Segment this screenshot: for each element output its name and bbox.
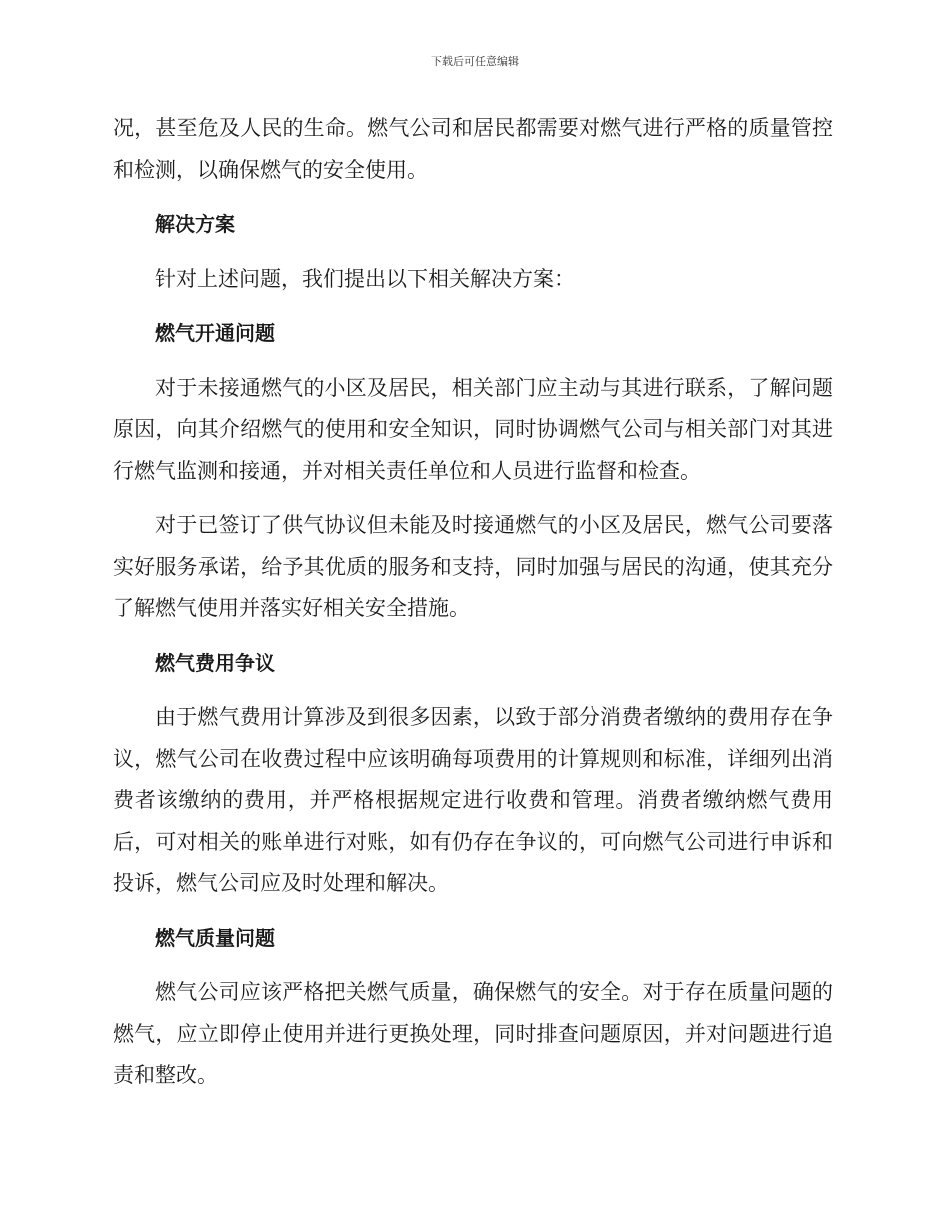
paragraph-continued: 况，甚至危及人民的生命。燃气公司和居民都需要对燃气进行严格的质量管控和检测，以确保燃气的安全使用。 <box>113 116 833 182</box>
paragraph-connection-1: 对于未接通燃气的小区及居民，相关部门应主动与其进行联系，了解问题原因，向其介绍燃气的使用和安全知识，同时协调燃气公司与相关部门对其进行燃气监测和接通，并对相关责任单位和人员进行监督和检查。 <box>113 375 833 483</box>
section-heading-gas-quality: 燃气质量问题 <box>155 925 275 950</box>
section-heading-gas-connection: 燃气开通问题 <box>155 321 275 345</box>
paragraph-fee-dispute: 由于燃气费用计算涉及到很多因素，以致于部分消费者缴纳的费用存在争议，燃气公司在收费过程中应该明确每项费用的计算规则和标准，详细列出消费者该缴纳的费用，并严格根据规定进行收费和管理。消费者缴纳燃气费用后，可对相关的账单进行对账，如有仍存在争议的，可向燃气公司进行申诉和投诉，燃气公司应及时处理和解决。 <box>113 705 833 895</box>
section-heading-fee-dispute: 燃气费用争议 <box>155 650 275 675</box>
paragraph-gas-quality: 燃气公司应该严格把关燃气质量，确保燃气的安全。对于存在质量问题的燃气，应立即停止使用并进行更换处理，同时排查问题原因，并对问题进行追责和整改。 <box>113 980 833 1087</box>
section-heading-solutions: 解决方案 <box>155 212 235 236</box>
document-body <box>113 108 833 1110</box>
paragraph-intro: 针对上述问题，我们提出以下相关解决方案： <box>155 266 575 291</box>
paragraph-connection-2: 对于已签订了供气协议但未能及时接通燃气的小区及居民，燃气公司要落实好服务承诺，给予其优质的服务和支持，同时加强与居民的沟通，使其充分了解燃气使用并落实好相关安全措施。 <box>113 513 833 620</box>
page-header: 下载后可任意编辑 <box>431 55 519 68</box>
